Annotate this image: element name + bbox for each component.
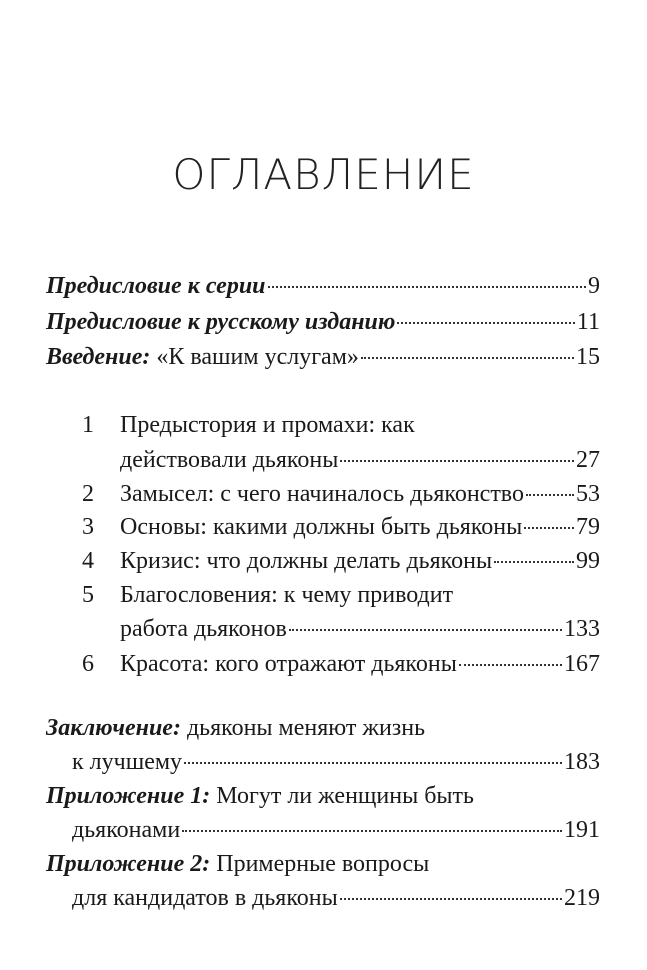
toc-entry-appendix-2[interactable] — [72, 882, 600, 914]
toc-entry-chapter-5[interactable] — [120, 613, 600, 645]
toc-entry-label-rest: дьяконы меняют жизнь — [180, 715, 426, 741]
toc-entry-page: 27 — [576, 447, 600, 473]
toc-entry-label-bold: Заключение: — [46, 715, 181, 741]
toc-entry-label: дьяконами — [72, 817, 181, 843]
dot-leader — [184, 762, 562, 764]
toc-entry-label: действовали дьяконы — [120, 447, 339, 473]
toc-entry-series-preface[interactable] — [46, 270, 600, 302]
toc-entry-page: 219 — [564, 885, 600, 911]
chapter-number: 1 — [82, 412, 94, 438]
toc-entry-conclusion[interactable] — [72, 746, 600, 778]
toc-entry-chapter-2[interactable] — [120, 478, 600, 510]
dot-leader — [494, 561, 574, 563]
chapter-number: 2 — [82, 481, 94, 507]
toc-entry-page: 183 — [564, 749, 600, 775]
toc-entry-label: Предисловие к русскому изданию — [46, 309, 396, 335]
toc-entry-page: 11 — [576, 309, 600, 335]
toc-entry-label-line1[interactable] — [46, 780, 474, 812]
toc-entry-label-line1[interactable] — [46, 848, 429, 880]
page-title: ОГЛАВЛЕНИЕ — [172, 150, 475, 199]
toc-entry-label: работа дьяконов — [120, 616, 287, 642]
toc-entry-label-rest: Примерные вопросы — [210, 851, 430, 877]
toc-entry-chapter-1[interactable] — [120, 444, 600, 476]
dot-leader — [397, 322, 574, 324]
dot-leader — [524, 527, 574, 529]
dot-leader — [361, 357, 574, 359]
toc-entry-chapter-6[interactable] — [120, 648, 600, 680]
toc-entry-label-bold: Введение: — [46, 344, 151, 370]
chapter-number: 6 — [82, 651, 94, 677]
toc-entry-label-rest: Могут ли женщины быть — [210, 783, 474, 809]
toc-entry-page: 167 — [564, 651, 600, 677]
toc-entry-label-bold: Приложение 2: — [46, 851, 211, 877]
toc-entry-label: Кризис: что должны делать дьяконы — [120, 548, 493, 574]
toc-entry-introduction[interactable] — [46, 341, 600, 373]
toc-entry-label: Красота: кого отражают дьяконы — [120, 651, 457, 677]
chapter-number: 5 — [82, 582, 94, 608]
toc-entry-russian-preface[interactable] — [46, 306, 600, 338]
toc-entry-label-line1[interactable]: Благословения: к чему приводит — [120, 582, 454, 608]
toc-entry-page: 15 — [576, 344, 600, 370]
toc-entry-page: 191 — [564, 817, 600, 843]
toc-entry-label-line1[interactable]: Предыстория и промахи: как — [120, 412, 415, 438]
dot-leader — [182, 830, 562, 832]
dot-leader — [459, 664, 562, 666]
toc-entry-page: 53 — [576, 481, 600, 507]
toc-entry-appendix-1[interactable] — [72, 814, 600, 846]
dot-leader — [340, 898, 562, 900]
toc-entry-label: Основы: какими должны быть дьяконы — [120, 514, 523, 540]
toc-entry-label: для кандидатов в дьяконы — [72, 885, 338, 911]
toc-entry-chapter-3[interactable] — [120, 511, 600, 543]
toc-entry-label: к лучшему — [72, 749, 183, 775]
dot-leader — [289, 629, 562, 631]
toc-entry-page: 9 — [588, 273, 600, 299]
toc-entry-page: 79 — [576, 514, 600, 540]
dot-leader — [340, 460, 574, 462]
toc-entry-label-bold: Приложение 1: — [46, 783, 211, 809]
toc-entry-page: 133 — [564, 616, 600, 642]
chapter-number: 4 — [82, 548, 94, 574]
toc-entry-page: 99 — [576, 548, 600, 574]
dot-leader — [268, 286, 586, 288]
toc-entry-label-rest: «К вашим услугам» — [150, 344, 359, 370]
toc-entry-label — [46, 341, 359, 373]
dot-leader — [526, 494, 574, 496]
toc-entry-label: Предисловие к серии — [46, 273, 266, 299]
toc-entry-label-line1[interactable] — [46, 712, 425, 744]
chapter-number: 3 — [82, 514, 94, 540]
toc-entry-label: Замысел: с чего начиналось дьяконство — [120, 481, 524, 507]
toc-entry-chapter-4[interactable] — [120, 545, 600, 577]
